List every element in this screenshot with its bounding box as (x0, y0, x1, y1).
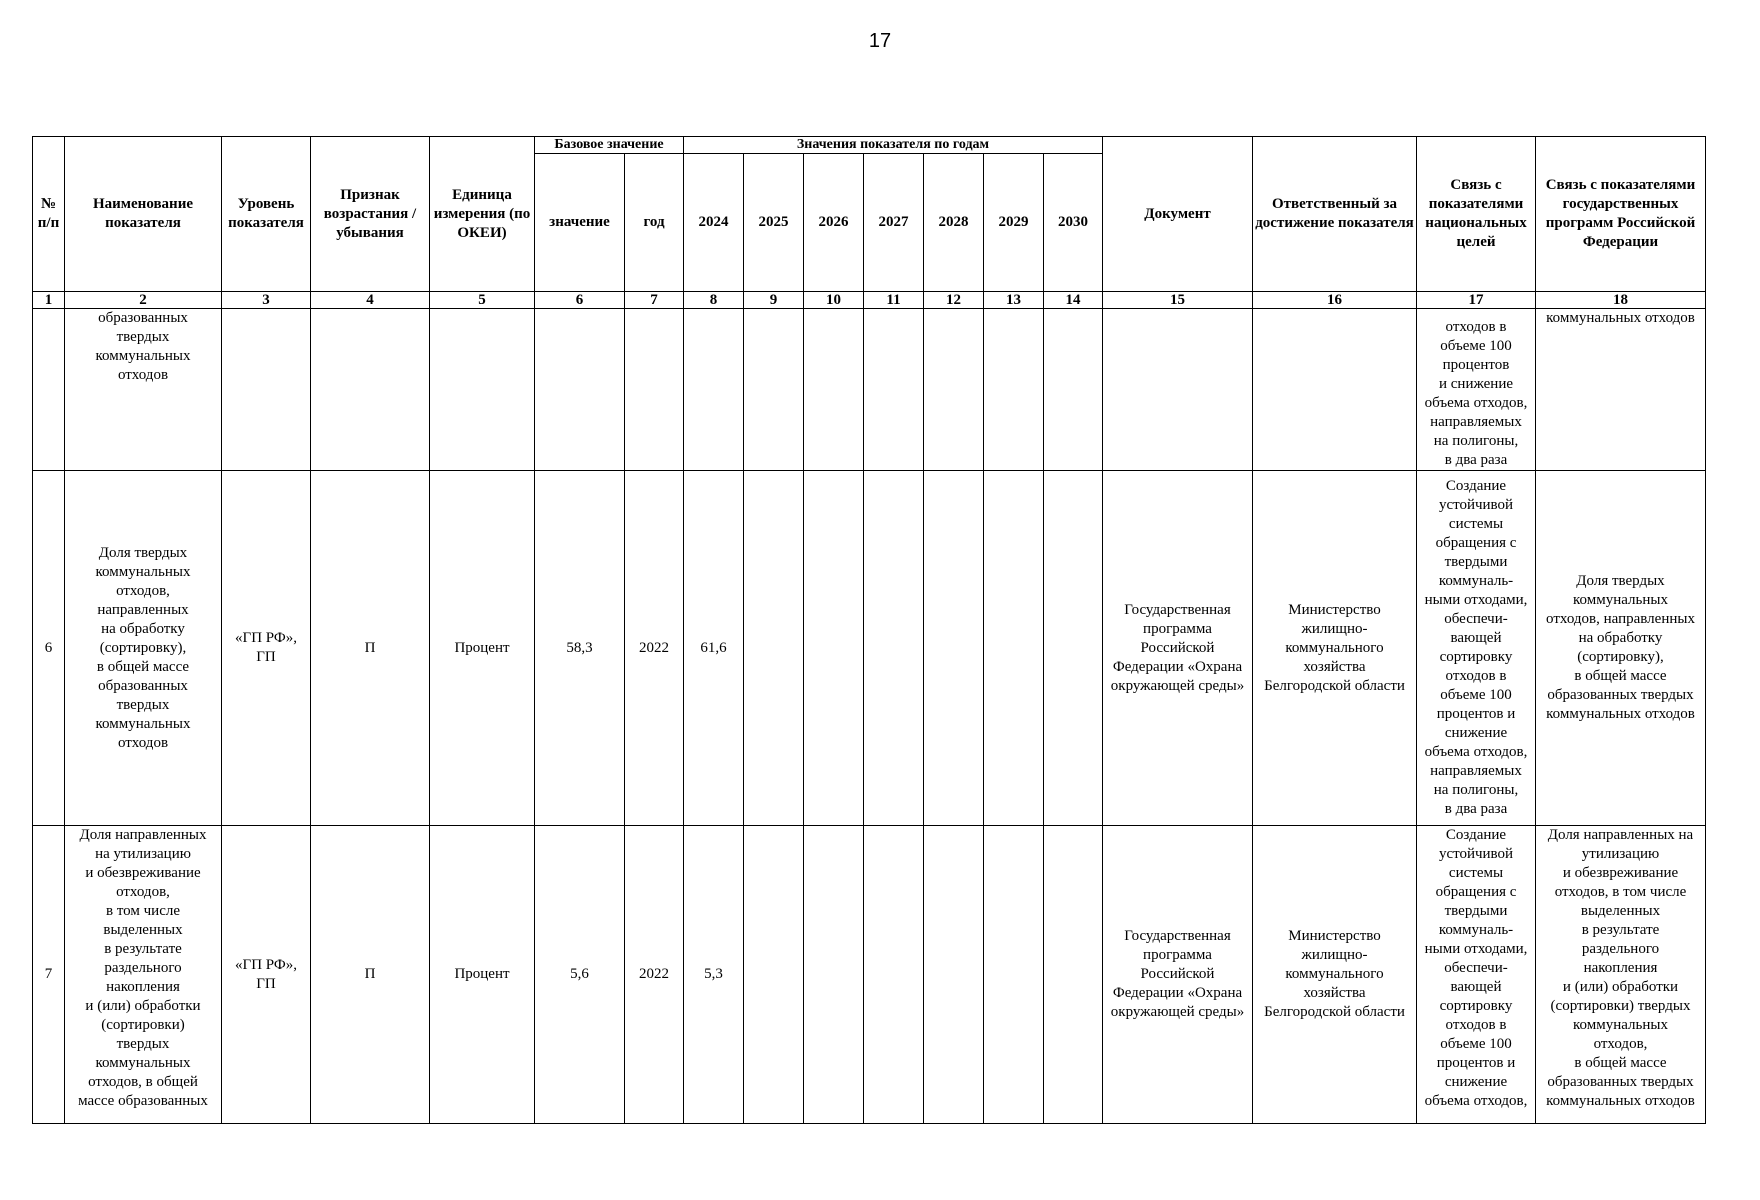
row-base-year (625, 309, 684, 471)
row-value (804, 826, 864, 1124)
row-value (984, 471, 1044, 826)
row-value (924, 309, 984, 471)
header-year: 2028 (924, 154, 984, 292)
column-number: 10 (804, 292, 864, 309)
column-number: 4 (311, 292, 430, 309)
row-national: Создание устойчивой системы обращения с твердыми коммуналь- ными отходами, обеспечи- вающей сортировку отходов в объеме 100 процентов и снижение объема отходов, (1417, 826, 1536, 1124)
row-value (744, 826, 804, 1124)
column-number: 6 (535, 292, 625, 309)
row-num: 7 (33, 826, 65, 1124)
column-number: 5 (430, 292, 535, 309)
row-base-year: 2022 (625, 826, 684, 1124)
row-base-value: 58,3 (535, 471, 625, 826)
row-value (924, 471, 984, 826)
row-national: Создание устойчивой системы обращения с твердыми коммуналь- ными отходами, обеспечи- вающей сортировку отходов в объеме 100 процентов и снижение объема отходов, направляемых на полигоны, в два раза (1417, 471, 1536, 826)
header-year: 2029 (984, 154, 1044, 292)
header-trend: Признак возрастания / убывания (311, 137, 430, 292)
header-year: 2026 (804, 154, 864, 292)
row-value (864, 826, 924, 1124)
row-document: Государственная программа Российской Федерации «Охрана окружающей среды» (1103, 471, 1253, 826)
table-row (33, 309, 1706, 471)
row-responsible (1253, 309, 1417, 471)
header-base-year: год (625, 154, 684, 292)
row-value (684, 309, 744, 471)
row-level: «ГП РФ», ГП (222, 471, 311, 826)
row-num: 6 (33, 471, 65, 826)
header-row (33, 137, 1706, 154)
row-name: Доля направленных на утилизацию и обезвреживание отходов, в том числе выделенных в результате раздельного накопления и (или) обработки (сортировки) твердых коммунальных отходов, в общей массе образованных (65, 826, 222, 1124)
header-num: № п/п (33, 137, 65, 292)
column-number: 13 (984, 292, 1044, 309)
row-level (222, 309, 311, 471)
row-unit (430, 309, 535, 471)
column-numbers-row (33, 292, 1706, 309)
column-number: 17 (1417, 292, 1536, 309)
header-base-value: значение (535, 154, 625, 292)
row-document (1103, 309, 1253, 471)
table-row (33, 471, 1706, 826)
row-base-value (535, 309, 625, 471)
row-national: отходов в объеме 100 процентов и снижение объема отходов, направляемых на полигоны, в два раза (1417, 309, 1536, 471)
page-number: 17 (868, 30, 892, 52)
header-year: 2024 (684, 154, 744, 292)
column-number: 3 (222, 292, 311, 309)
column-number: 7 (625, 292, 684, 309)
column-number: 2 (65, 292, 222, 309)
row-value (984, 826, 1044, 1124)
column-number: 8 (684, 292, 744, 309)
row-value (984, 309, 1044, 471)
row-unit: Процент (430, 826, 535, 1124)
header-level: Уровень показателя (222, 137, 311, 292)
row-trend (311, 309, 430, 471)
indicators-table (32, 136, 1706, 1124)
row-value: 5,3 (684, 826, 744, 1124)
row-name: Доля твердых коммунальных отходов, направленных на обработку (сортировку), в общей массе образованных твердых коммунальных отходов (65, 471, 222, 826)
header-year: 2030 (1044, 154, 1103, 292)
header-base-group: Базовое значение (535, 137, 684, 154)
header-document: Документ (1103, 137, 1253, 292)
header-years-group: Значения показателя по годам (684, 137, 1103, 154)
row-trend: П (311, 826, 430, 1124)
table-row (33, 826, 1706, 1124)
row-trend: П (311, 471, 430, 826)
header-year: 2027 (864, 154, 924, 292)
row-name: образованных твердых коммунальных отходов (65, 309, 222, 471)
row-value (804, 471, 864, 826)
row-num (33, 309, 65, 471)
row-document: Государственная программа Российской Федерации «Охрана окружающей среды» (1103, 826, 1253, 1124)
header-responsible: Ответственный за достижение показателя (1253, 137, 1417, 292)
header-unit: Единица измерения (по ОКЕИ) (430, 137, 535, 292)
row-value (1044, 309, 1103, 471)
header-name: Наименование показателя (65, 137, 222, 292)
row-value (1044, 826, 1103, 1124)
row-value (864, 309, 924, 471)
row-value (744, 471, 804, 826)
column-number: 12 (924, 292, 984, 309)
row-value (864, 471, 924, 826)
column-number: 16 (1253, 292, 1417, 309)
row-value (804, 309, 864, 471)
row-gp: коммунальных отходов (1536, 309, 1706, 471)
row-level: «ГП РФ», ГП (222, 826, 311, 1124)
row-unit: Процент (430, 471, 535, 826)
row-base-year: 2022 (625, 471, 684, 826)
header-national: Связь с показателями национальных целей (1417, 137, 1536, 292)
row-value: 61,6 (684, 471, 744, 826)
row-responsible: Министерство жилищно- коммунального хозяйства Белгородской области (1253, 826, 1417, 1124)
row-value (744, 309, 804, 471)
column-number: 15 (1103, 292, 1253, 309)
column-number: 1 (33, 292, 65, 309)
row-value (924, 826, 984, 1124)
row-gp: Доля твердых коммунальных отходов, направленных на обработку (сортировку), в общей массе образованных твердых коммунальных отходов (1536, 471, 1706, 826)
header-gp: Связь с показателями государственных программ Российской Федерации (1536, 137, 1706, 292)
column-number: 11 (864, 292, 924, 309)
row-value (1044, 471, 1103, 826)
row-gp: Доля направленных на утилизацию и обезвреживание отходов, в том числе выделенных в результате раздельного накопления и (или) обработки (сортировки) твердых коммунальных отходов, в общей массе образованных твердых коммунальных отходов (1536, 826, 1706, 1124)
header-year: 2025 (744, 154, 804, 292)
column-number: 9 (744, 292, 804, 309)
row-responsible: Министерство жилищно- коммунального хозяйства Белгородской области (1253, 471, 1417, 826)
row-base-value: 5,6 (535, 826, 625, 1124)
column-number: 18 (1536, 292, 1706, 309)
column-number: 14 (1044, 292, 1103, 309)
